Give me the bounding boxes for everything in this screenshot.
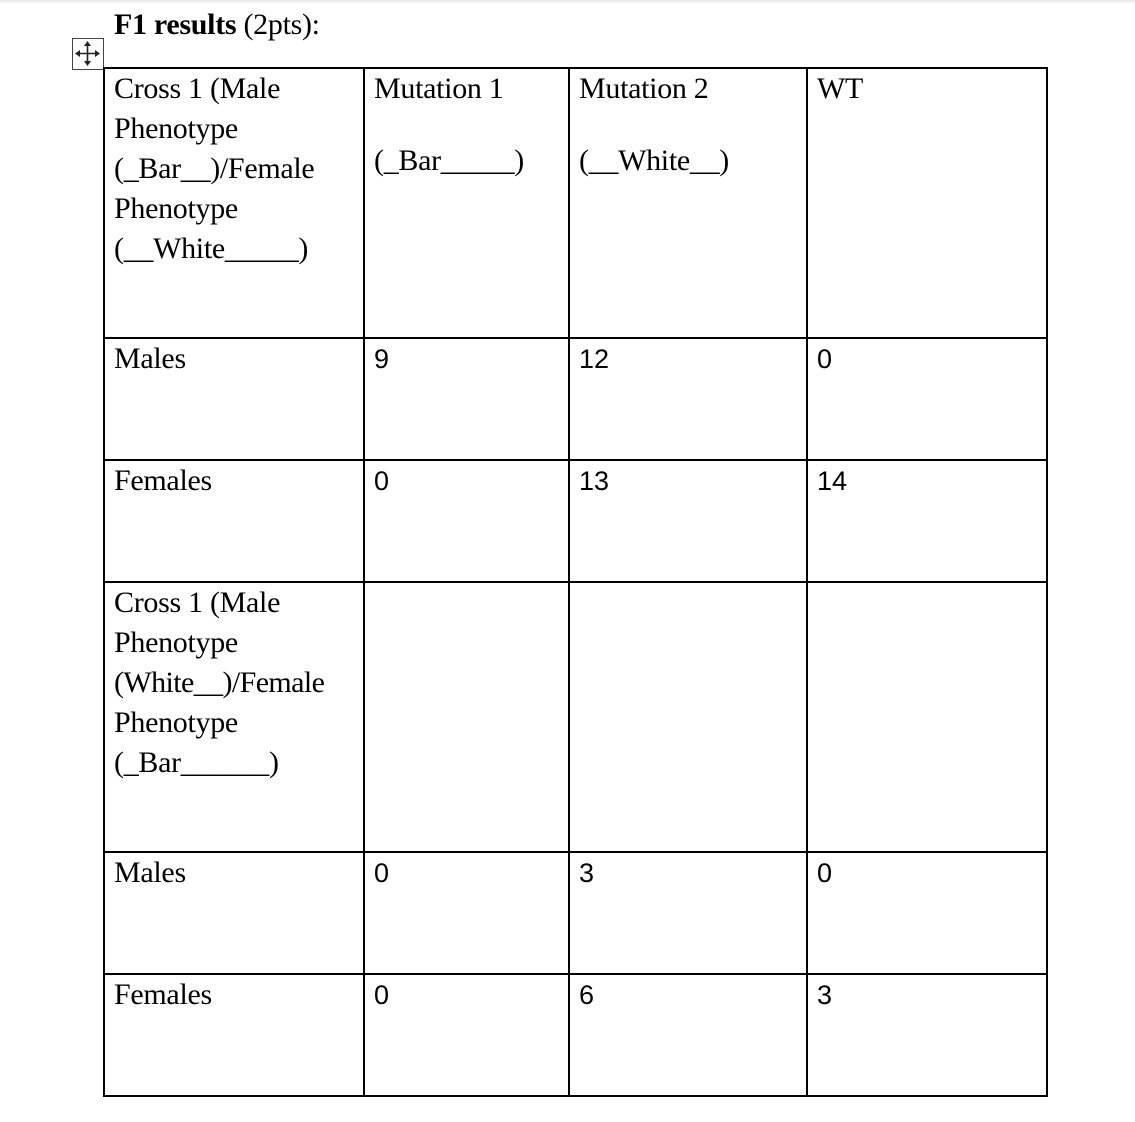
cross1-header-line: Phenotype: [114, 192, 238, 225]
cell-value: 3: [579, 858, 595, 888]
value-cell: [569, 974, 807, 1096]
wt-header-cell: [807, 68, 1047, 338]
empty-cell: [569, 582, 807, 852]
value-cell: [807, 852, 1047, 974]
mutation2-header-label: Mutation 2: [579, 72, 709, 105]
value-cell: [364, 338, 569, 460]
cell-value: 0: [374, 466, 390, 496]
cell-value: 0: [817, 344, 833, 374]
row-label: Males: [114, 856, 186, 889]
empty-cell: [807, 582, 1047, 852]
mutation2-phenotype: (__White__): [579, 144, 729, 177]
mutation1-header-label: Mutation 1: [374, 72, 504, 105]
move-arrows-icon: [73, 39, 102, 68]
cell-value: 14: [817, 466, 848, 496]
mutation1-phenotype: (_Bar_____): [374, 144, 524, 177]
table-row: [104, 974, 1047, 1096]
row-label-cell: [104, 852, 364, 974]
cell-value: 12: [579, 344, 610, 374]
empty-cell: [364, 582, 569, 852]
value-cell: [807, 974, 1047, 1096]
value-cell: [569, 852, 807, 974]
value-cell: [569, 460, 807, 582]
cell-value: 13: [579, 466, 610, 496]
cross1-header-cell: [104, 68, 364, 338]
table-move-handle[interactable]: [72, 38, 104, 70]
row-label: Females: [114, 464, 212, 497]
mutation2-header-spacer: [579, 109, 806, 141]
cross2-header-line: (_Bar______): [114, 746, 279, 779]
cross1-header-line: Phenotype: [114, 112, 238, 145]
mutation1-header-spacer: [374, 109, 568, 141]
cross1-header-line: (__White_____): [114, 232, 309, 265]
value-cell: [807, 338, 1047, 460]
table-row: [104, 460, 1047, 582]
row-label-cell: [104, 460, 364, 582]
f1-results-table: [103, 67, 1048, 1097]
row-label: Males: [114, 342, 186, 375]
section-heading: [114, 8, 320, 42]
value-cell: [807, 460, 1047, 582]
table-row: [104, 338, 1047, 460]
row-label-cell: [104, 974, 364, 1096]
value-cell: [364, 852, 569, 974]
cross2-header-line: (White__)/Female: [114, 666, 325, 699]
cross2-header-line: Phenotype: [114, 626, 238, 659]
cell-value: 0: [374, 980, 390, 1010]
table-row: [104, 852, 1047, 974]
wt-header-label: WT: [817, 72, 864, 105]
cross1-header-line: Cross 1 (Male: [114, 72, 281, 105]
cell-value: 0: [817, 858, 833, 888]
value-cell: [364, 460, 569, 582]
mutation1-header-cell: [364, 68, 569, 338]
cell-value: 3: [817, 980, 833, 1010]
cross2-header-line: Cross 1 (Male: [114, 586, 281, 619]
row-label: Females: [114, 978, 212, 1011]
row-label-cell: [104, 338, 364, 460]
mutation2-header-cell: [569, 68, 807, 338]
value-cell: [569, 338, 807, 460]
cross1-header-line: (_Bar__)/Female: [114, 152, 315, 185]
cell-value: 0: [374, 858, 390, 888]
heading-bold: F1 results: [114, 8, 237, 41]
cell-value: 9: [374, 344, 390, 374]
cell-value: 6: [579, 980, 595, 1010]
top-shadow: [0, 0, 1135, 4]
heading-rest: (2pts):: [236, 8, 320, 41]
cross2-header-line: Phenotype: [114, 706, 238, 739]
cross2-header-row: [104, 582, 1047, 852]
cross1-header-row: [104, 68, 1047, 338]
cross2-header-cell: [104, 582, 364, 852]
value-cell: [364, 974, 569, 1096]
